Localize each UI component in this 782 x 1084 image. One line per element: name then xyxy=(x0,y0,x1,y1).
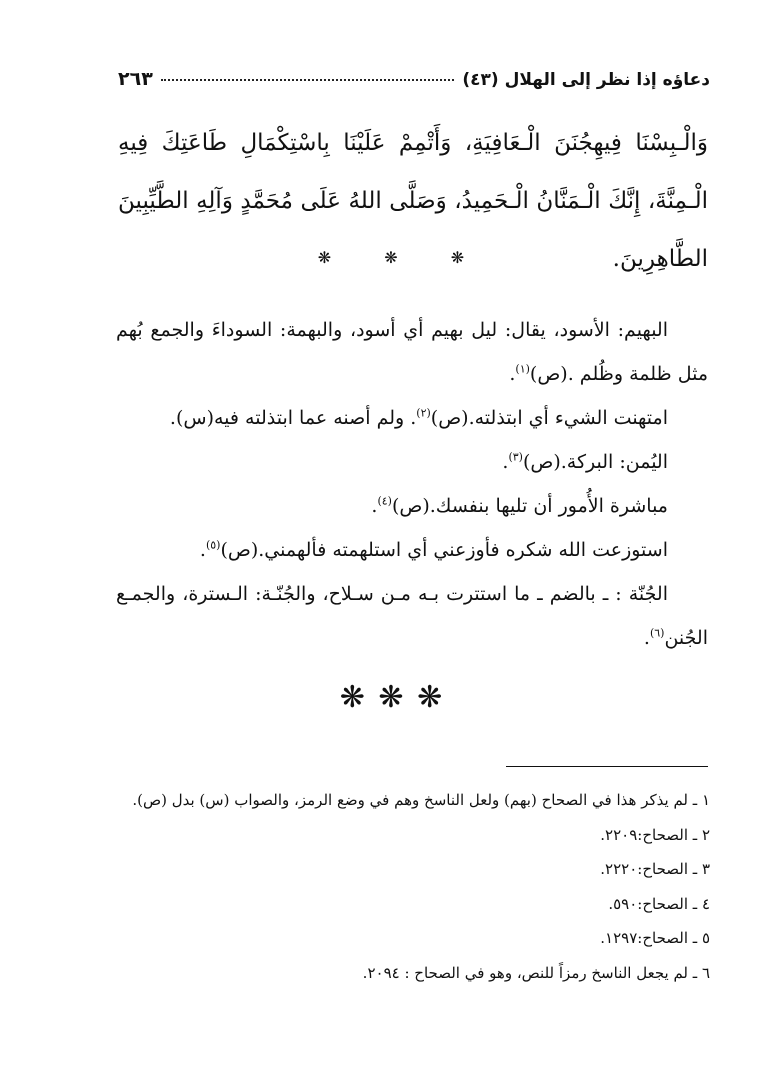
footnote-ref[interactable]: (٥) xyxy=(205,538,221,552)
star-ornament-icon: ❋ xyxy=(450,248,465,267)
glossary-tail: . ولم أصنه عما ابتذلته فيه(س). xyxy=(169,407,417,429)
glossary-entry xyxy=(116,440,708,484)
large-separator xyxy=(0,680,782,715)
star-ornament-icon: ❋ xyxy=(384,248,398,267)
footnote-divider xyxy=(506,766,708,767)
footnotes xyxy=(110,783,710,990)
glossary-entry xyxy=(116,528,708,572)
glossary-tail: . xyxy=(502,451,509,473)
footnote-ref[interactable]: (٦) xyxy=(649,626,665,640)
footnote-ref[interactable]: (٤) xyxy=(377,494,392,508)
glossary-text: اليُمن: البركة.(ص) xyxy=(522,451,668,473)
glossary-tail: . xyxy=(643,627,650,649)
flower-ornament-icon: ❋ xyxy=(417,680,443,715)
footnote: ٣ ـ الصحاح:٢٢٢٠. xyxy=(600,860,710,878)
glossary-entry xyxy=(116,484,708,528)
glossary-section xyxy=(116,308,708,660)
footnote: ٤ ـ الصحاح:٥٩٠. xyxy=(608,894,710,913)
footnote: ٢ ـ الصحاح:٢٢٠٩. xyxy=(600,825,710,844)
glossary-text: الجُنّة : ـ بالضم ـ ما استترت بـه مـن سـلاح، والجُنّـة: الـسترة، والجمـع الجُنن xyxy=(116,583,708,649)
glossary-text: البهيم: الأسود، يقال: ليل بهيم أي أسود، والبهمة: السوداءَ والجمع بُهم مثل ظلمة وظُلم .(ص) xyxy=(116,319,708,385)
running-header xyxy=(118,68,710,98)
glossary-text: مباشرة الأُمور أن تليها بنفسك.(ص) xyxy=(391,495,668,517)
glossary-tail: . xyxy=(371,495,378,517)
footnote-ref[interactable]: (١) xyxy=(515,362,530,376)
footnote-ref[interactable]: (٢) xyxy=(416,406,431,420)
header-dot-leader xyxy=(161,79,455,81)
glossary-text: استوزعت الله شكره فأوزعني أي استلهمته فألهمني.(ص) xyxy=(220,539,668,561)
footnote-ref[interactable]: (٣) xyxy=(508,450,523,464)
flower-ornament-icon: ❋ xyxy=(339,680,365,715)
footnote: ٥ ـ الصحاح:١٢٩٧. xyxy=(600,929,710,947)
page-number: ٢٦٣ xyxy=(118,68,153,90)
star-ornament-icon: ❋ xyxy=(317,248,332,267)
flower-ornament-icon: ❋ xyxy=(378,680,404,715)
glossary-entry xyxy=(116,308,708,396)
glossary-tail: . xyxy=(509,363,516,385)
glossary-tail: . xyxy=(199,539,206,561)
footnote: ١ ـ لم يذكر هذا في الصحاح (بهم) ولعل الناسخ وهم في وضع الرمز، والصواب (س) بدل (ص). xyxy=(132,791,710,809)
header-title: دعاؤه إذا نظر إلى الهلال (٤٣) xyxy=(462,70,710,90)
glossary-entry xyxy=(116,572,708,660)
glossary-text: امتهنت الشيء أي ابتذلته.(ص) xyxy=(430,407,668,429)
footnote: ٦ ـ لم يجعل الناسخ رمزاً للنص، وهو في الصحاح : ٢٠٩٤. xyxy=(362,963,710,982)
prayer-text: وَالْـبِسْنَا فِيهِجُنَنَ الْـعَافِيَةِ، وَأَتْمِمْ عَلَيْنَا بِاسْتِكْمَالِ طَاعَتِكَ فِيهِ الْـمِنَّةَ، إِنَّكَ الْـمَنَّانُ الْـحَمِيدُ، وَصَلَّى اللهُ عَلَى مُحَمَّدٍ وَآلِهِ الطَّيِّبِينَ الطَّاهِرِينَ. xyxy=(118,130,708,272)
small-separator xyxy=(0,248,782,267)
glossary-entry xyxy=(116,396,708,440)
